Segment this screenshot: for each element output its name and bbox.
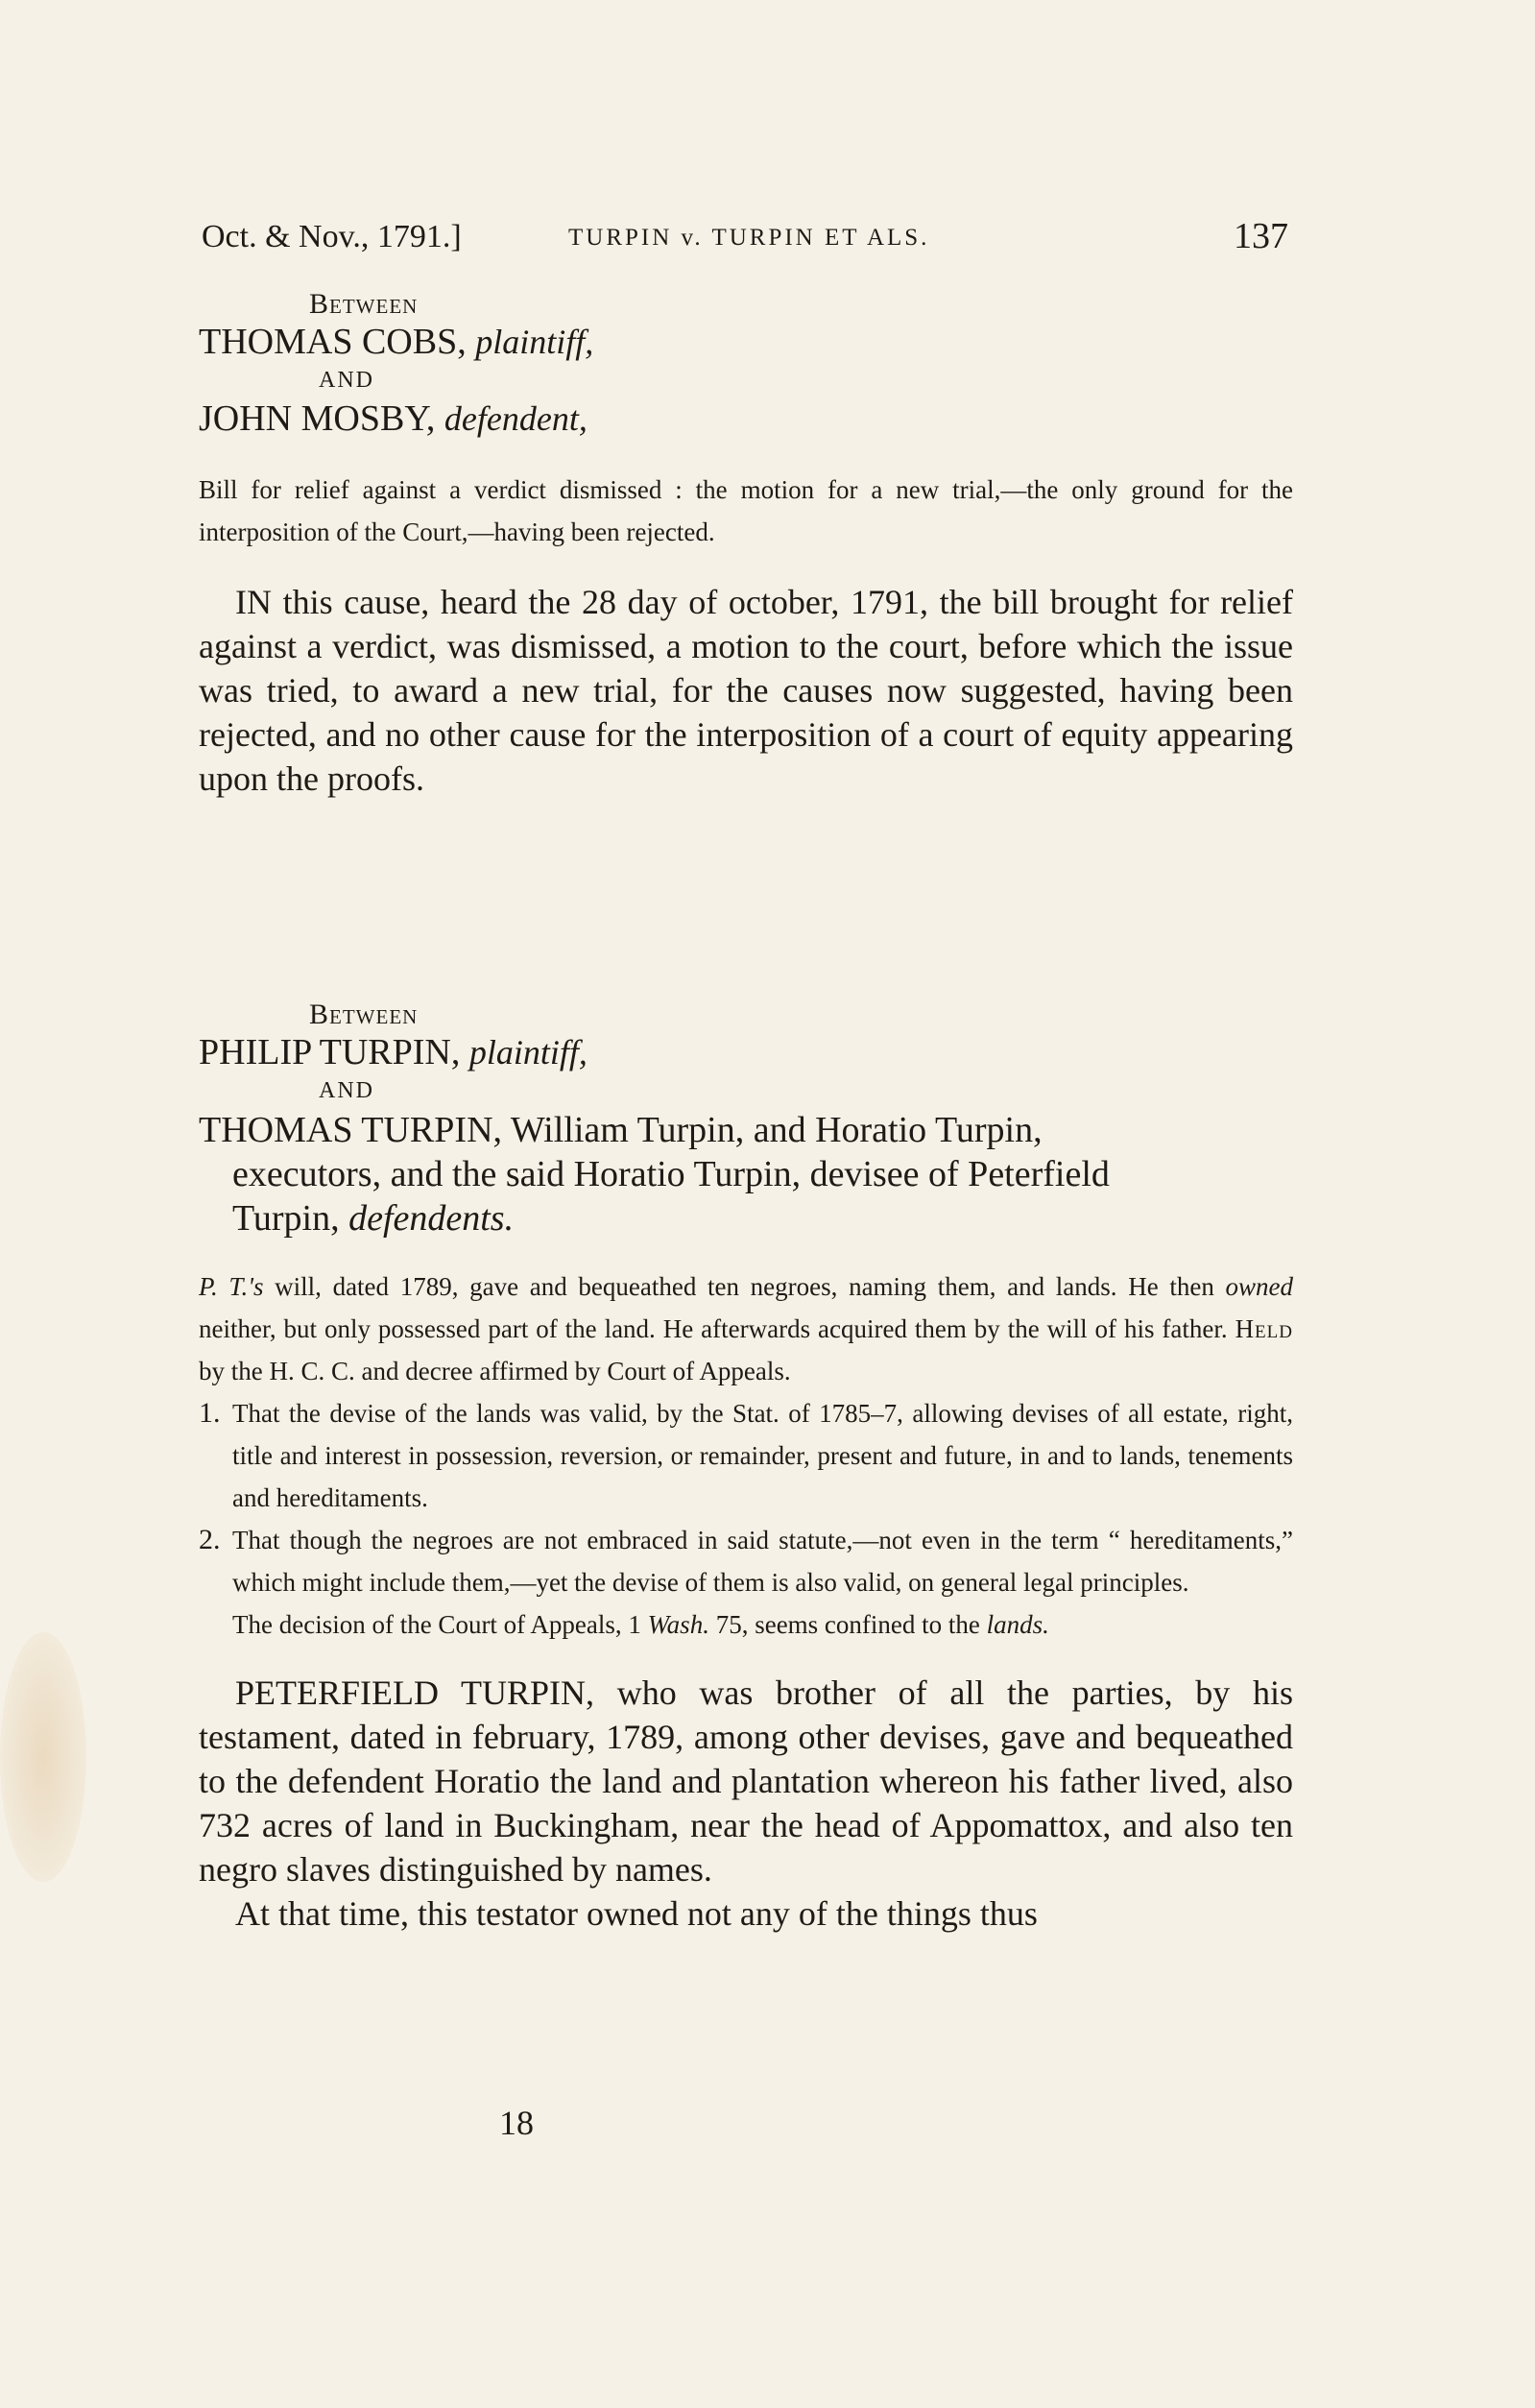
page-number: 137 bbox=[1234, 216, 1288, 256]
headnote-owned: owned bbox=[1225, 1272, 1293, 1301]
point-number: 1. bbox=[199, 1397, 221, 1429]
opinion-text-1: PETERFIELD TURPIN, who was brother of all the parties, by his testament, dated in february, 1789, among other devises, gave and bequeathed to the defendent Horatio the land and plantation whereon his father lived, also 732 acres of land in Buckingham, near the head of Appomattox, and also ten negro slaves distinguished by names. bbox=[199, 1674, 1293, 1889]
between-label: Between bbox=[309, 999, 419, 1030]
defendant-line bbox=[199, 397, 1293, 440]
and-label: AND bbox=[319, 1078, 374, 1103]
running-header bbox=[202, 213, 1288, 261]
defendant-line-1: THOMAS TURPIN, William Turpin, and Horatio Turpin, bbox=[199, 1110, 1043, 1150]
defendant-role: defendent, bbox=[444, 399, 588, 438]
point-number: 2. bbox=[199, 1524, 221, 1555]
header-date: Oct. & Nov., 1791.] bbox=[202, 219, 462, 254]
opinion-text: IN this cause, heard the 28 day of october, 1791, the bill brought for relief against a verdict, was dismissed, a motion to the court, before which the issue was tried, to award a new trial, for the causes now suggested, having been rejected, and no other cause for the interposition of a court of equity appearing upon the proofs. bbox=[199, 583, 1293, 798]
plaintiff-name: THOMAS COBS, bbox=[199, 322, 467, 362]
plaintiff-line bbox=[199, 1031, 1293, 1073]
headnote-held: Held bbox=[1235, 1314, 1293, 1343]
point-text: That the devise of the lands was valid, by the Stat. of 1785–7, allowing devises of all estate, right, title and interest in possession, reversion, or remainder, present and future, in and to lands, tenements and hereditaments. bbox=[232, 1399, 1293, 1512]
headnote: Bill for relief against a verdict dismissed : the motion for a new trial,—the only ground for the interposition of the Court,—having been rejected. bbox=[199, 475, 1293, 546]
defendant-role: defendents. bbox=[348, 1198, 515, 1239]
defendant-name: JOHN MOSBY, bbox=[199, 398, 436, 439]
note-text-2: 75, seems confined to the bbox=[708, 1610, 987, 1639]
defendant-line-2: executors, and the said Horatio Turpin, devisee of Peterfield bbox=[232, 1154, 1110, 1194]
header-title: TURPIN v. TURPIN ET ALS. bbox=[568, 225, 930, 251]
headnote-text-1: will, dated 1789, gave and bequeathed ten negroes, naming them, and lands. He then bbox=[263, 1272, 1226, 1301]
plaintiff-name: PHILIP TURPIN, bbox=[199, 1032, 461, 1072]
note-wash: Wash. bbox=[647, 1610, 709, 1639]
headnote-points bbox=[199, 1392, 1293, 1646]
note-text-1: The decision of the Court of Appeals, 1 bbox=[232, 1610, 648, 1639]
age-stain bbox=[0, 1632, 86, 1882]
case-turpin-v-turpin bbox=[199, 999, 1293, 1936]
plaintiff-role: plaintiff, bbox=[468, 1033, 588, 1072]
plaintiff-role: plaintiff, bbox=[475, 323, 594, 361]
case-cobs-v-mosby bbox=[199, 288, 1293, 801]
between-label: Between bbox=[309, 288, 419, 320]
headnote-point-1 bbox=[199, 1392, 1293, 1519]
headnote-note bbox=[199, 1603, 1293, 1646]
note-lands: lands. bbox=[986, 1610, 1049, 1639]
opinion-text-2: At that time, this testator owned not any of the things thus bbox=[235, 1894, 1038, 1933]
headnote-abbr: P. T.'s bbox=[199, 1272, 264, 1301]
signature-mark: 18 bbox=[499, 2104, 534, 2142]
defendant-line-3 bbox=[199, 1196, 1293, 1240]
and-label: AND bbox=[319, 368, 374, 393]
plaintiff-line bbox=[199, 321, 1293, 363]
headnote-point-2 bbox=[199, 1519, 1293, 1603]
headnote-lead bbox=[199, 1265, 1293, 1392]
headnote-text-2: neither, but only possessed part of the land. He afterwards acquired them by the will of his father. bbox=[199, 1314, 1235, 1343]
headnote-text-3: by the H. C. C. and decree affirmed by Court of Appeals. bbox=[199, 1357, 791, 1385]
defendant-surname: Turpin, bbox=[232, 1198, 340, 1239]
point-text: That though the negroes are not embraced in said statute,—not even in the term “ hereditaments,” which might include them,—yet the devise of them is also valid, on general legal principles. bbox=[232, 1526, 1293, 1597]
